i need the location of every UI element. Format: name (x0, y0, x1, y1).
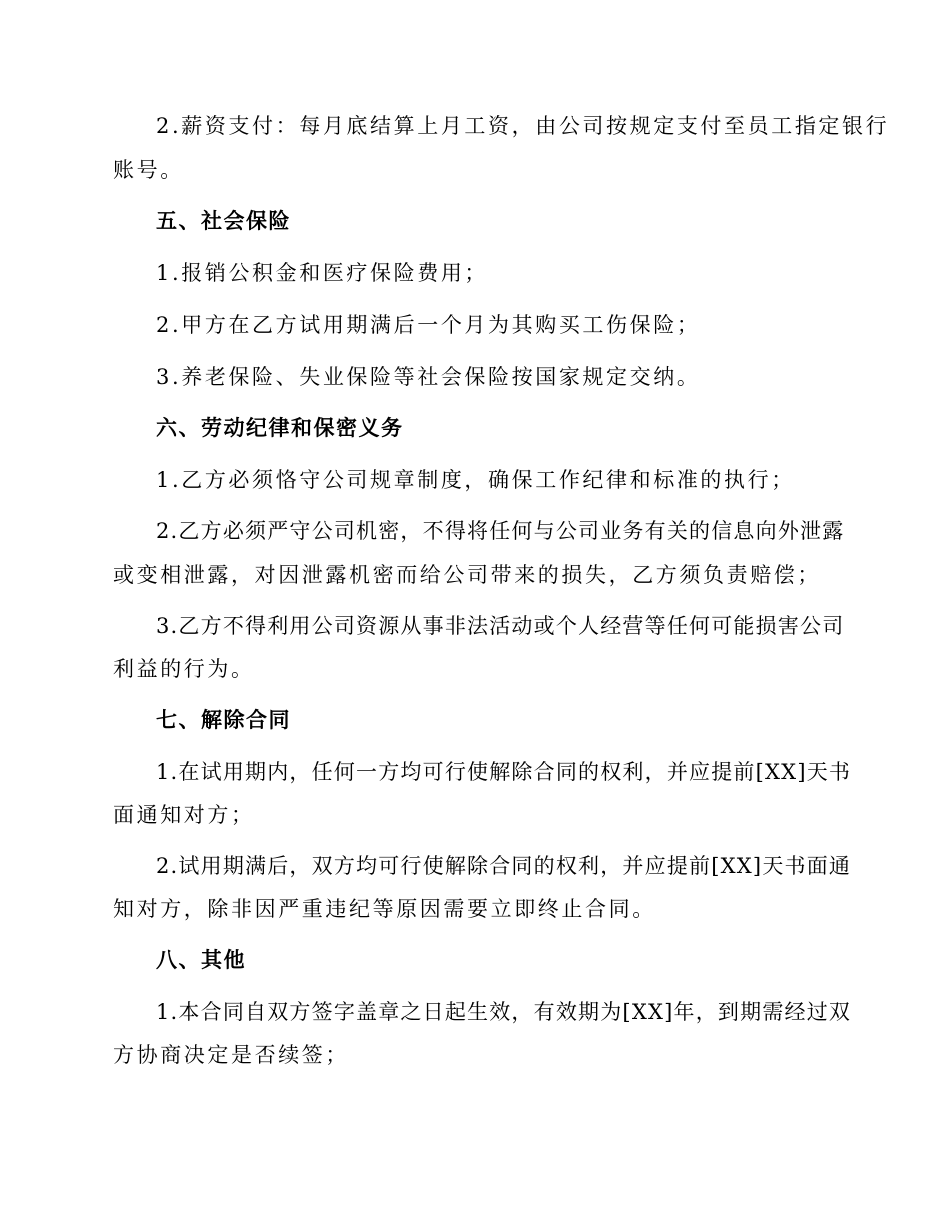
paragraph-line: 方协商决定是否续签； (113, 1043, 349, 1067)
paragraph-line: 2.薪资支付：每月底结算上月工资，由公司按规定支付至员工指定银行 (156, 114, 890, 138)
paragraph-line: 或变相泄露，对因泄露机密而给公司带来的损失，乙方须负责赔偿； (113, 563, 821, 587)
paragraph-line: 1.乙方必须恪守公司规章制度，确保工作纪律和标准的执行； (156, 468, 795, 492)
paragraph-line: 知对方，除非因严重违纪等原因需要立即终止合同。 (113, 897, 656, 921)
paragraph-line: 2.乙方必须严守公司机密，不得将任何与公司业务有关的信息向外泄露 (156, 519, 845, 543)
paragraph-line: 账号。 (113, 158, 184, 182)
paragraph-line: 2.甲方在乙方试用期满后一个月为其购买工伤保险； (156, 313, 701, 337)
section-heading: 六、劳动纪律和保密义务 (156, 415, 404, 440)
paragraph-line: 3.养老保险、失业保险等社会保险按国家规定交纳。 (156, 365, 701, 389)
paragraph-line: 3.乙方不得利用公司资源从事非法活动或个人经营等任何可能损害公司 (156, 614, 845, 638)
paragraph-line: 利益的行为。 (113, 657, 255, 681)
paragraph-line: 1.本合同自双方签字盖章之日起生效，有效期为[XX]年，到期需经过双 (156, 1000, 852, 1024)
paragraph-line: 2.试用期满后，双方均可行使解除合同的权利，并应提前[XX]天书面通 (156, 854, 852, 878)
section-heading: 八、其他 (156, 947, 246, 972)
paragraph-line: 1.报销公积金和医疗保险费用； (156, 261, 489, 285)
paragraph-line: 1.在试用期内，任何一方均可行使解除合同的权利，并应提前[XX]天书 (156, 760, 852, 784)
paragraph-line: 面通知对方； (113, 803, 255, 827)
section-heading: 五、社会保险 (156, 208, 291, 233)
section-heading: 七、解除合同 (156, 707, 291, 732)
